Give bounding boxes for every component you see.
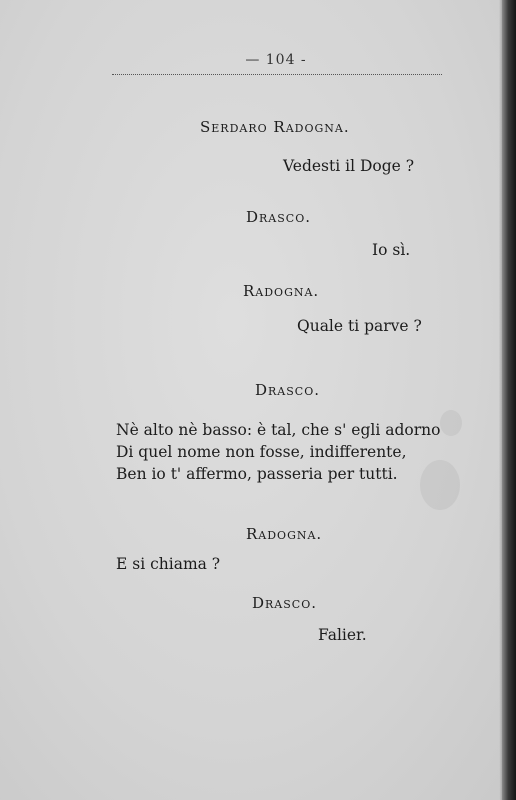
book-edge — [502, 0, 516, 800]
speaker-name: Serdaro Radogna. — [200, 118, 350, 136]
speaker-name: Radogna. — [246, 525, 323, 543]
page-stain — [420, 460, 460, 510]
speaker-name: Radogna. — [243, 282, 320, 300]
page-stain — [440, 410, 462, 436]
header-rule — [112, 74, 442, 75]
speaker-name: Drasco. — [255, 381, 320, 399]
verse-line: Nè alto nè basso: è tal, che s' egli adorno — [116, 421, 441, 439]
verse-line: Io sì. — [372, 241, 411, 259]
verse-line: Vedesti il Doge ? — [283, 157, 415, 175]
verse-line: Quale ti parve ? — [297, 317, 422, 335]
verse-line: E si chiama ? — [116, 555, 221, 573]
verse-line: Falier. — [318, 626, 367, 644]
speaker-name: Drasco. — [246, 208, 311, 226]
speaker-name: Drasco. — [252, 594, 317, 612]
page-number: — 104 - — [245, 52, 307, 68]
verse-line: Di quel nome non fosse, indifferente, — [116, 443, 407, 461]
verse-line: Ben io t' affermo, passeria per tutti. — [116, 465, 398, 483]
